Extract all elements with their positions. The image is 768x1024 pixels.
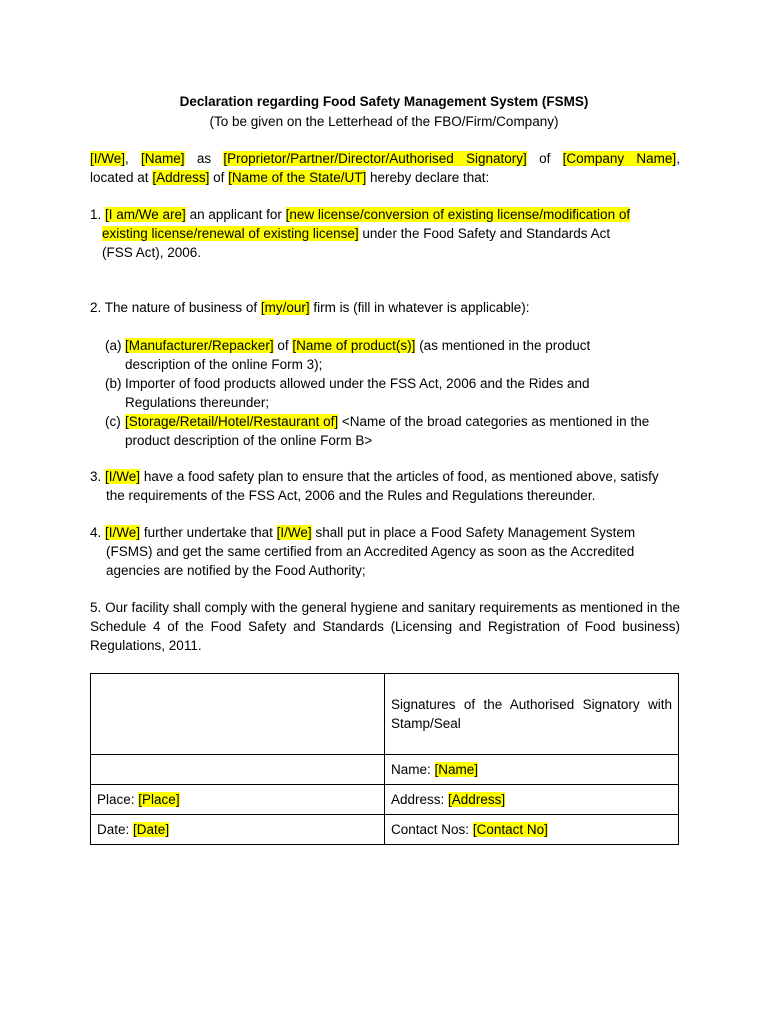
business-option-a: (a) [Manufacturer/Repacker] of [Name of product(s)] (as mentioned in the product description of the online Form 3); <box>105 338 591 372</box>
field-place[interactable]: [Place] <box>138 792 180 807</box>
field-manufacturer-repacker[interactable]: [Manufacturer/Repacker] <box>125 338 274 353</box>
declaration-item-2: 2. The nature of business of [my/our] firm is (fill in whatever is applicable): <box>90 300 530 315</box>
signature-table <box>90 673 679 845</box>
field-name[interactable]: [Name] <box>141 151 185 166</box>
field-contact-no[interactable]: [Contact No] <box>472 822 548 837</box>
intro-paragraph <box>90 149 680 187</box>
intro-line-1: [I/We], [Name] as [Proprietor/Partner/Director/Authorised Signatory] of [Company Name], <box>90 151 680 166</box>
field-product-name[interactable]: [Name of product(s)] <box>292 338 416 353</box>
declaration-item-3: 3. [I/We] have a food safety plan to ensure that the articles of food, as mentioned above, satisfy the requirements of the FSS Act, 2006 and the Rules and Regulations thereunder. <box>90 469 659 503</box>
field-signatory-address[interactable]: [Address] <box>448 792 506 807</box>
field-state[interactable]: [Name of the State/UT] <box>228 170 367 185</box>
table-cell-empty <box>91 755 385 785</box>
field-company-name[interactable]: [Company Name] <box>562 151 677 166</box>
table-cell-empty <box>91 674 385 755</box>
field-iwe-4a[interactable]: [I/We] <box>105 525 141 540</box>
table-row <box>91 785 679 815</box>
field-my-our[interactable]: [my/our] <box>260 300 310 315</box>
field-license-type[interactable]: [new license/conversion of existing license/modification of <box>285 207 631 222</box>
field-iwe-3[interactable]: [I/We] <box>105 469 141 484</box>
field-address[interactable]: [Address] <box>152 170 210 185</box>
signature-cell[interactable]: Signatures of the Authorised Signatory with Stamp/Seal <box>385 674 679 755</box>
field-iwe[interactable]: [I/We] <box>90 151 126 166</box>
field-role[interactable]: [Proprietor/Partner/Director/Authorised Signatory] <box>223 151 527 166</box>
document-subtitle: (To be given on the Letterhead of the FBO/Firm/Company) <box>209 114 559 129</box>
business-option-c: (c) [Storage/Retail/Hotel/Restaurant of] <Name of the broad categories as mentioned in the product description of the online Form B> <box>105 414 650 448</box>
place-cell: Place: [Place] <box>91 785 385 815</box>
field-signatory-name[interactable]: [Name] <box>434 762 479 777</box>
table-row <box>91 815 679 845</box>
declaration-item-1: 1. [I am/We are] an applicant for [new license/conversion of existing license/modification of existing license/renewal of existing license] under the Food Safety and Standards Act (FSS Act), 2006. <box>90 207 631 260</box>
date-cell: Date: [Date] <box>91 815 385 845</box>
declaration-item-4: 4. [I/We] further undertake that [I/We] shall put in place a Food Safety Management System (FSMS) and get the same certified from an Accredited Agency as soon as the Accredited agencies are notified by the Food Authority; <box>90 525 636 578</box>
address-cell: Address: [Address] <box>385 785 679 815</box>
field-iwe-4b[interactable]: [I/We] <box>276 525 312 540</box>
field-date[interactable]: [Date] <box>133 822 170 837</box>
table-row <box>91 755 679 785</box>
business-options-list <box>90 336 680 450</box>
table-row <box>91 674 679 755</box>
field-license-type-cont[interactable]: existing license/renewal of existing license] <box>102 226 359 241</box>
field-storage-retail[interactable]: [Storage/Retail/Hotel/Restaurant of] <box>125 414 339 429</box>
intro-line-2: located at [Address] of [Name of the State/UT] hereby declare that: <box>90 170 490 185</box>
declaration-item-5: 5. Our facility shall comply with the general hygiene and sanitary requirements as mentioned in the Schedule 4 of the Food Safety and Standards (Licensing and Registration of Food business) Regulations, 2011. <box>90 600 680 653</box>
field-applicant-type[interactable]: [I am/We are] <box>105 207 186 222</box>
contact-cell: Contact Nos: [Contact No] <box>385 815 679 845</box>
name-cell: Name: [Name] <box>385 755 679 785</box>
business-option-b: (b) Importer of food products allowed under the FSS Act, 2006 and the Rides and Regulations thereunder; <box>105 376 590 410</box>
document-title: Declaration regarding Food Safety Management System (FSMS) <box>179 94 589 109</box>
